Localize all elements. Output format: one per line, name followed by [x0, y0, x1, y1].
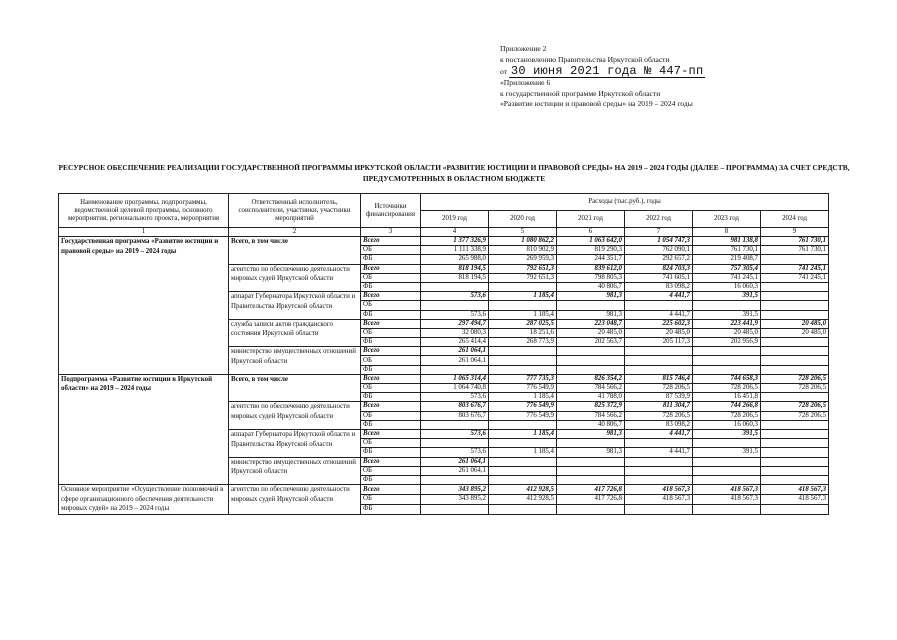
col-header-year: 2022 год	[625, 211, 693, 228]
program-name: Основное мероприятие «Осуществление полномочий в сфере организационного обеспечения деятельности мировых судей» на 2019 – 2024 годы	[59, 485, 229, 515]
executor-name: Всего, в том числе	[229, 374, 361, 402]
value-cell: 776 549,9	[489, 411, 557, 420]
value-cell: 418 567,3	[761, 494, 829, 504]
value-cell: 818 194,5	[421, 273, 489, 282]
value-cell: 825 372,9	[557, 402, 625, 411]
value-cell: 573,6	[421, 429, 489, 438]
source-cell: ОБ	[361, 384, 421, 393]
value-cell: 573,6	[421, 393, 489, 402]
source-cell: Всего	[361, 457, 421, 466]
value-cell	[489, 475, 557, 484]
value-cell	[421, 439, 489, 448]
value-cell: 223 441,9	[693, 319, 761, 328]
value-cell: 1 054 747,3	[625, 237, 693, 246]
executor-name: министерство имущественных отношений Иркутской области	[229, 457, 361, 485]
value-cell: 223 048,7	[557, 319, 625, 328]
value-cell: 741 245,1	[761, 264, 829, 273]
col-number: 4	[421, 228, 489, 237]
value-cell: 391,5	[693, 429, 761, 438]
value-cell: 265 414,4	[421, 338, 489, 347]
value-cell: 826 354,2	[557, 374, 625, 383]
value-cell: 268 773,9	[489, 338, 557, 347]
source-cell: Всего	[361, 237, 421, 246]
table-row	[59, 485, 829, 495]
value-cell: 20 485,0	[761, 328, 829, 337]
value-cell: 792 651,3	[489, 273, 557, 282]
value-cell: 418 567,3	[761, 485, 829, 495]
value-cell	[421, 282, 489, 291]
col-number: 7	[625, 228, 693, 237]
value-cell	[761, 301, 829, 310]
source-cell: Всего	[361, 402, 421, 411]
col-number: 8	[693, 228, 761, 237]
source-cell: ОБ	[361, 439, 421, 448]
value-cell	[625, 475, 693, 484]
value-cell: 40 806,7	[557, 420, 625, 429]
value-cell: 1 065 314,4	[421, 374, 489, 383]
value-cell: 1 064 740,8	[421, 384, 489, 393]
value-cell	[761, 365, 829, 374]
value-cell	[489, 439, 557, 448]
value-cell: 573,6	[421, 292, 489, 301]
value-cell	[557, 365, 625, 374]
value-cell: 41 788,0	[557, 393, 625, 402]
source-cell: ОБ	[361, 273, 421, 282]
value-cell	[693, 475, 761, 484]
source-cell: Всего	[361, 429, 421, 438]
col-header-year: 2023 год	[693, 211, 761, 228]
value-cell	[693, 365, 761, 374]
value-cell	[761, 448, 829, 457]
value-cell: 792 651,3	[489, 264, 557, 273]
value-cell: 418 567,3	[625, 485, 693, 495]
value-cell: 728 206,5	[625, 411, 693, 420]
value-cell: 981 138,8	[693, 237, 761, 246]
value-cell: 1 080 862,2	[489, 237, 557, 246]
value-cell: 4 441,7	[625, 292, 693, 301]
value-cell: 761 730,1	[761, 237, 829, 246]
value-cell: 819 290,3	[557, 246, 625, 255]
source-cell: ФБ	[361, 310, 421, 319]
value-cell	[557, 466, 625, 475]
value-cell: 818 194,5	[421, 264, 489, 273]
value-cell	[625, 504, 693, 514]
value-cell: 824 703,3	[625, 264, 693, 273]
source-cell: ФБ	[361, 365, 421, 374]
value-cell	[557, 475, 625, 484]
value-cell: 4 441,7	[625, 448, 693, 457]
value-cell: 202 956,9	[693, 338, 761, 347]
value-cell: 244 351,7	[557, 255, 625, 264]
value-cell: 219 408,7	[693, 255, 761, 264]
value-cell	[761, 457, 829, 466]
appendix-header	[500, 44, 800, 110]
program-name: Государственная программа «Развитие юстиции и правовой среды» на 2019 – 2024 годы	[59, 237, 229, 375]
value-cell: 741 605,1	[625, 273, 693, 282]
value-cell: 761 730,1	[761, 246, 829, 255]
value-cell	[761, 475, 829, 484]
value-cell	[693, 301, 761, 310]
value-cell	[421, 365, 489, 374]
value-cell: 418 567,3	[693, 494, 761, 504]
value-cell	[557, 439, 625, 448]
value-cell: 1 185,4	[489, 429, 557, 438]
value-cell: 205 117,3	[625, 338, 693, 347]
value-cell: 20 485,0	[761, 319, 829, 328]
source-cell: ОБ	[361, 411, 421, 420]
value-cell	[761, 420, 829, 429]
source-cell: ОБ	[361, 466, 421, 475]
value-cell: 261 064,1	[421, 457, 489, 466]
value-cell	[625, 356, 693, 365]
value-cell	[557, 504, 625, 514]
value-cell	[693, 356, 761, 365]
col-header-source: Источники финансирования	[361, 194, 421, 228]
value-cell	[489, 504, 557, 514]
value-cell	[421, 504, 489, 514]
value-cell: 292 657,2	[625, 255, 693, 264]
value-cell	[761, 282, 829, 291]
value-cell	[489, 420, 557, 429]
value-cell	[761, 429, 829, 438]
value-cell	[489, 282, 557, 291]
source-cell: ФБ	[361, 504, 421, 514]
value-cell: 343 895,2	[421, 494, 489, 504]
value-cell	[693, 439, 761, 448]
value-cell: 803 676,7	[421, 402, 489, 411]
value-cell	[693, 457, 761, 466]
source-cell: Всего	[361, 374, 421, 383]
value-cell: 811 304,7	[625, 402, 693, 411]
value-cell: 573,6	[421, 310, 489, 319]
value-cell	[693, 504, 761, 514]
value-cell: 343 895,2	[421, 485, 489, 495]
executor-name: служба записи актов гражданского состояния Иркутской области	[229, 319, 361, 347]
value-cell: 202 563,7	[557, 338, 625, 347]
executor-name: агентство по обеспечению деятельности мировых судей Иркутской области	[229, 264, 361, 292]
value-cell: 87 539,9	[625, 393, 693, 402]
value-cell: 4 441,7	[625, 429, 693, 438]
value-cell: 981,3	[557, 292, 625, 301]
value-cell	[761, 393, 829, 402]
value-cell	[761, 255, 829, 264]
value-cell: 18 251,6	[489, 328, 557, 337]
resource-table	[58, 193, 829, 515]
col-number: 5	[489, 228, 557, 237]
appendix-line: «Приложение 6	[500, 78, 551, 88]
value-cell	[625, 301, 693, 310]
executor-name: агентство по обеспечению деятельности мировых судей Иркутской области	[229, 402, 361, 430]
value-cell	[489, 466, 557, 475]
value-cell: 757 305,4	[693, 264, 761, 273]
value-cell: 412 928,5	[489, 494, 557, 504]
value-cell	[421, 475, 489, 484]
col-header-executor: Ответственный исполнитель, соисполнители, участники, участники мероприятий	[229, 194, 361, 228]
source-cell: Всего	[361, 264, 421, 273]
value-cell: 777 735,3	[489, 374, 557, 383]
value-cell: 83 098,2	[625, 282, 693, 291]
value-cell: 16 060,3	[693, 282, 761, 291]
value-cell: 728 206,5	[693, 411, 761, 420]
value-cell	[557, 301, 625, 310]
col-number: 6	[557, 228, 625, 237]
value-cell: 784 566,2	[557, 411, 625, 420]
value-cell: 728 206,5	[761, 384, 829, 393]
value-cell	[761, 439, 829, 448]
value-cell	[625, 365, 693, 374]
value-cell	[625, 439, 693, 448]
source-cell: ОБ	[361, 494, 421, 504]
source-cell: ОБ	[361, 356, 421, 365]
value-cell: 287 025,5	[489, 319, 557, 328]
value-cell: 762 090,1	[625, 246, 693, 255]
value-cell: 784 566,2	[557, 384, 625, 393]
appendix-line: «Развитие юстиции и правовой среды» на 2019 – 2024 годы	[500, 99, 693, 109]
value-cell: 815 746,4	[625, 374, 693, 383]
value-cell	[761, 504, 829, 514]
executor-name: аппарат Губернатора Иркутской области и Правительства Иркутской области	[229, 292, 361, 320]
order-prefix: от	[500, 67, 508, 77]
col-header-year: 2024 год	[761, 211, 829, 228]
source-cell: ОБ	[361, 328, 421, 337]
col-header-year: 2020 год	[489, 211, 557, 228]
executor-name: Всего, в том числе	[229, 237, 361, 265]
value-cell	[421, 301, 489, 310]
value-cell: 741 245,1	[693, 273, 761, 282]
value-cell: 20 485,0	[557, 328, 625, 337]
value-cell	[557, 457, 625, 466]
value-cell: 573,6	[421, 448, 489, 457]
value-cell: 40 806,7	[557, 282, 625, 291]
value-cell	[693, 347, 761, 356]
source-cell: ФБ	[361, 448, 421, 457]
value-cell: 16 451,8	[693, 393, 761, 402]
value-cell: 744 658,3	[693, 374, 761, 383]
source-cell: ОБ	[361, 246, 421, 255]
order-line	[500, 65, 800, 78]
value-cell: 261 064,1	[421, 356, 489, 365]
value-cell: 798 805,3	[557, 273, 625, 282]
source-cell: Всего	[361, 292, 421, 301]
source-cell: ФБ	[361, 255, 421, 264]
value-cell: 391,5	[693, 292, 761, 301]
value-cell: 391,5	[693, 448, 761, 457]
executor-name: министерство имущественных отношений Иркутской области	[229, 347, 361, 375]
source-cell: Всего	[361, 485, 421, 495]
value-cell: 810 902,9	[489, 246, 557, 255]
value-cell: 981,3	[557, 448, 625, 457]
source-cell: ОБ	[361, 301, 421, 310]
value-cell: 1 185,4	[489, 292, 557, 301]
value-cell: 981,3	[557, 310, 625, 319]
col-number: 9	[761, 228, 829, 237]
value-cell: 412 928,5	[489, 485, 557, 495]
value-cell: 20 485,0	[693, 328, 761, 337]
value-cell	[421, 420, 489, 429]
value-cell: 417 726,8	[557, 494, 625, 504]
value-cell	[489, 356, 557, 365]
source-cell: ФБ	[361, 338, 421, 347]
value-cell: 728 206,5	[693, 384, 761, 393]
col-number: 2	[229, 228, 361, 237]
value-cell: 1 185,4	[489, 448, 557, 457]
source-cell: ФБ	[361, 475, 421, 484]
value-cell	[625, 466, 693, 475]
value-cell	[761, 347, 829, 356]
value-cell	[489, 301, 557, 310]
value-cell	[761, 310, 829, 319]
appendix-line: к постановлению Правительства Иркутской области	[500, 54, 670, 64]
col-header-name: Наименование программы, подпрограммы, ведомственной целевой программы, основного мероприятия, регионального проекта, мероприятия	[59, 194, 229, 228]
value-cell: 803 676,7	[421, 411, 489, 420]
program-name: Подпрограмма «Развитие юстиции в Иркутской области» на 2019 – 2024 годы	[59, 374, 229, 484]
appendix-line: к государственной программе Иркутской области	[500, 88, 661, 98]
value-cell	[761, 356, 829, 365]
value-cell	[557, 356, 625, 365]
value-cell: 728 206,5	[761, 402, 829, 411]
value-cell	[625, 457, 693, 466]
value-cell	[557, 347, 625, 356]
table-row	[59, 237, 829, 246]
col-header-expenses: Расходы (тыс.руб.), годы	[421, 194, 829, 211]
value-cell: 225 602,3	[625, 319, 693, 328]
col-header-year: 2021 год	[557, 211, 625, 228]
value-cell: 728 206,5	[761, 374, 829, 383]
value-cell: 744 266,8	[693, 402, 761, 411]
value-cell: 1 185,4	[489, 310, 557, 319]
value-cell: 761 730,1	[693, 246, 761, 255]
executor-name: аппарат Губернатора Иркутской области и Правительства Иркутской области	[229, 429, 361, 457]
source-cell: ФБ	[361, 282, 421, 291]
value-cell: 1 063 642,0	[557, 237, 625, 246]
appendix-line: Приложение 2	[500, 44, 547, 53]
value-cell: 32 080,3	[421, 328, 489, 337]
value-cell	[489, 365, 557, 374]
value-cell: 20 485,0	[625, 328, 693, 337]
source-cell: Всего	[361, 319, 421, 328]
value-cell: 391,5	[693, 310, 761, 319]
col-number: 3	[361, 228, 421, 237]
value-cell: 1 185,4	[489, 393, 557, 402]
value-cell: 776 549,9	[489, 384, 557, 393]
table-row	[59, 374, 829, 383]
source-cell: ФБ	[361, 420, 421, 429]
value-cell: 728 206,5	[761, 411, 829, 420]
value-cell: 16 060,3	[693, 420, 761, 429]
value-cell: 1 377 326,9	[421, 237, 489, 246]
value-cell: 269 959,3	[489, 255, 557, 264]
value-cell: 83 098,2	[625, 420, 693, 429]
col-number: 1	[59, 228, 229, 237]
executor-name: агентство по обеспечению деятельности мировых судей Иркутской области	[229, 485, 361, 515]
value-cell: 728 206,5	[625, 384, 693, 393]
order-handwritten: 30 июня 2021 года № 447-пп	[510, 64, 704, 79]
value-cell: 418 567,3	[693, 485, 761, 495]
value-cell: 741 245,1	[761, 273, 829, 282]
value-cell: 297 494,7	[421, 319, 489, 328]
value-cell: 418 567,3	[625, 494, 693, 504]
source-cell: ФБ	[361, 393, 421, 402]
value-cell: 261 064,1	[421, 347, 489, 356]
value-cell	[489, 347, 557, 356]
value-cell: 839 612,0	[557, 264, 625, 273]
value-cell: 417 726,8	[557, 485, 625, 495]
value-cell: 4 441,7	[625, 310, 693, 319]
value-cell: 265 988,0	[421, 255, 489, 264]
value-cell	[761, 292, 829, 301]
value-cell	[625, 347, 693, 356]
value-cell: 1 111 338,9	[421, 246, 489, 255]
document-title: РЕСУРСНОЕ ОБЕСПЕЧЕНИЕ РЕАЛИЗАЦИИ ГОСУДАРСТВЕННОЙ ПРОГРАММЫ ИРКУТСКОЙ ОБЛАСТИ «РАЗВИТИЕ ЮСТИЦИИ И ПРАВОВОЙ СРЕДЫ» НА 2019 – 2024 ГОДЫ (ДАЛЕЕ – ПРОГРАММА) ЗА СЧЕТ СРЕДСТВ, ПРЕДУСМОТРЕННЫХ В ОБЛАСТНОМ БЮДЖЕТЕ	[58, 163, 850, 183]
value-cell	[761, 466, 829, 475]
value-cell	[489, 457, 557, 466]
value-cell: 981,3	[557, 429, 625, 438]
col-header-year: 2019 год	[421, 211, 489, 228]
value-cell: 776 549,9	[489, 402, 557, 411]
value-cell	[693, 466, 761, 475]
source-cell: Всего	[361, 347, 421, 356]
value-cell: 261 064,1	[421, 466, 489, 475]
value-cell	[761, 338, 829, 347]
